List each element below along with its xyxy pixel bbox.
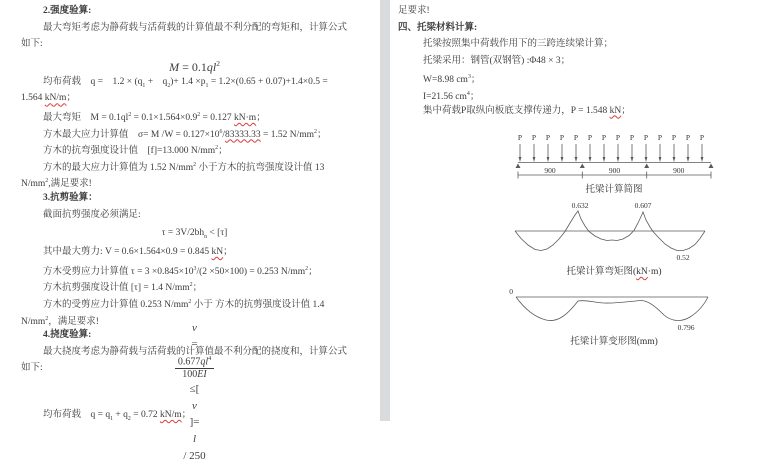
text-line: 最大挠度考虑为静荷载与活荷载的计算值最不利分配的挠度和，计算公式 (43, 346, 348, 357)
text-line: W=8.98 $cm^3$； (423, 74, 481, 86)
right-page (390, 0, 760, 421)
text-line: v = $\frac{0.677ql^4}{100EI}$ ≤[ v ]= l / 250 (24, 377, 365, 407)
point-load-label: P (657, 133, 663, 142)
text-line: 足要求! (398, 6, 430, 16)
point-load-label: P (517, 133, 523, 142)
point-load-label: P (587, 133, 593, 142)
moment-diagram-caption: 托梁计算弯矩图(kN·m) (566, 267, 662, 277)
heading-line: 四、托梁材料计算: (398, 22, 478, 33)
point-load-label: P (573, 133, 579, 142)
moment-span-label: 0.52 (676, 253, 690, 262)
text-line: 均布荷载 q = $1.2 \times (q_1$ + $q_2)+ 1.4 \times p_1 = 1.2\times(0.65 + 0.07)+1.4\times 0.5$ = (43, 76, 328, 89)
text-line: 方木的最大应力计算值为 1.52 $N/mm^2$ 小于方木的抗弯强度设计值 13 (43, 161, 325, 173)
text-line: $N/mm^2$，满足要求! (21, 315, 99, 327)
span-dim-label: 900 (673, 166, 685, 175)
text-line: 集中荷载P取纵向板底支撑传递力，P = 1.548 kN； (423, 105, 631, 116)
text-line: 方木的受剪应力计算值 0.253 $N/mm^2$ 小于 方木的抗剪强度设计值 1.4 (43, 298, 325, 311)
page-separator (380, 0, 390, 421)
text-line: 1.564 kN/m； (21, 93, 76, 104)
moment-peak-right-label: 0.607 (634, 201, 652, 210)
span-dim-label: 900 (544, 166, 556, 175)
load-diagram (516, 133, 714, 179)
text-line: 如下: (21, 39, 43, 50)
point-load-label: P (671, 133, 677, 142)
point-load-label: P (531, 133, 537, 142)
heading-line: 2.强度验算: (43, 6, 92, 16)
point-load-label: P (601, 133, 607, 142)
deflection-diagram (509, 287, 708, 332)
point-load-label: P (559, 133, 565, 142)
text-line: I=21.56 $cm^4$； (423, 90, 480, 103)
point-load-arrows (518, 133, 704, 162)
text-line: $N/mm^2$,满足要求! (21, 178, 92, 190)
moment-peak-left-label: 0.632 (571, 201, 589, 210)
deflection-diagram-caption: 托梁计算变形图(mm) (570, 337, 658, 347)
point-load-label: P (643, 133, 649, 142)
text-line: 截面抗剪强度必须满足: (43, 209, 141, 220)
text-line: $M = 0.1ql^2$ (169, 58, 220, 74)
point-load-label: P (615, 133, 621, 142)
deflection-zero-label: 0 (509, 287, 513, 296)
point-load-label: P (685, 133, 691, 142)
text-line: 其中最大剪力: V = 0.6×1.564×0.9 = 0.845 kN； (43, 247, 233, 258)
text-line: 方木最大应力计算值 σ= M $/W = 0.127\times 10^6/83333.33 = 1.52$ $N/mm^2$； (43, 128, 327, 140)
deflection-curve (516, 297, 708, 321)
text-line: 托梁按照集中荷载作用下的三跨连续梁计算； (423, 39, 614, 50)
point-load-label: P (545, 133, 551, 142)
left-page (0, 0, 380, 462)
point-load-label: P (699, 133, 705, 142)
text-line: 方木的抗弯强度设计值 [f]=13.000 $N/mm^2$； (43, 145, 228, 157)
text-line: 如下: (21, 363, 43, 374)
right-page-text (390, 0, 760, 119)
text-line: 方木受剪应力计算值 $\tau = 3 \times 0.845\times 10^3/(2 \times 50\times 100) = 0.253$ $N/mm^2$； (43, 265, 318, 277)
heading-line: 3.抗剪验算： (43, 192, 98, 203)
moment-diagram (515, 201, 705, 262)
text-line: 最大弯矩 $M = 0.1ql^2 = 0.1\times 1.564\times 0.9^2 = 0.127$ kN·m； (43, 111, 266, 124)
load-diagram-caption: 托梁计算简图 (585, 185, 643, 195)
left-page-text (0, 0, 380, 462)
beam-diagrams (390, 128, 760, 338)
heading-line: 4.挠度验算: (43, 330, 92, 341)
deflection-max-label: 0.796 (677, 323, 695, 332)
text-line: 均布荷载 $q = q_1 + q_2 = 0.72$ kN/m； (43, 409, 192, 422)
text-line: 托梁采用：钢管(双钢管) :Φ48 × 3； (423, 55, 571, 66)
text-line: 最大弯矩考虑为静荷载与活荷载的计算值最不利分配的弯矩和，计算公式 (43, 22, 348, 33)
point-load-label: P (629, 133, 635, 142)
text-line: $\tau = 3V/2bh_n < [\tau]$ (161, 228, 228, 241)
text-line: 方木抗剪强度设计值 [τ] = 1.4 $N/mm^2$； (43, 282, 203, 294)
span-dim-label: 900 (608, 166, 621, 175)
